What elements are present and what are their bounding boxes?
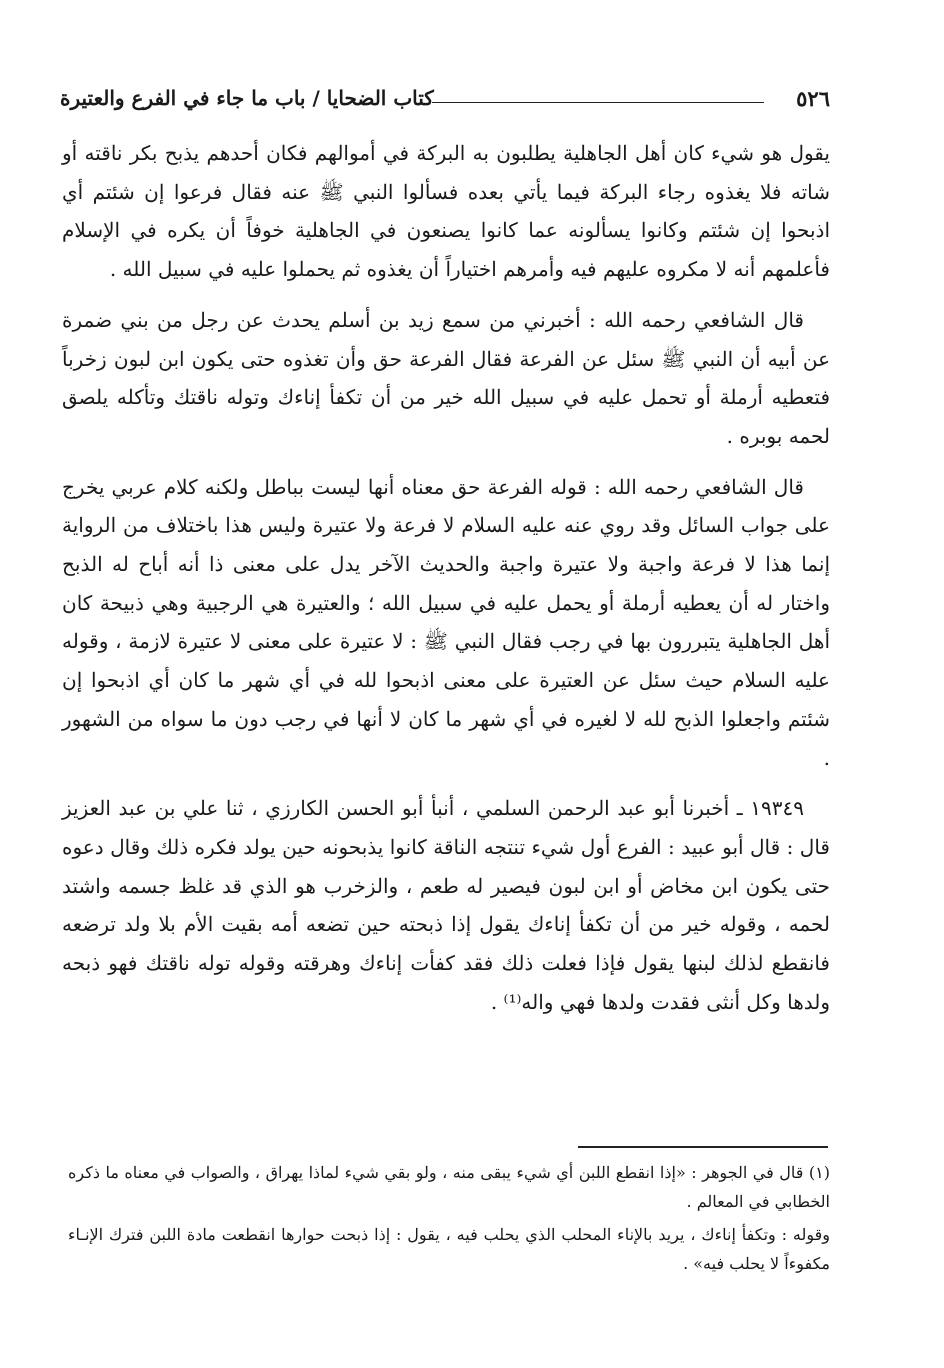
footnote: وقوله : وتكفأ إناءك ، يريد بالإناء المحلب الذي يحلب فيه ، يقول : إذا ذبحت حوارها انقطعت مادة اللبن فترك الإنـاء مكفوءاً لا يحلب فيه» . [68,1225,830,1273]
hadith-paragraph: ١٩٣٤٩ ـ أخبرنا أبو عبد الرحمن السلمي ، أنبأ أبو الحسن الكارزي ، ثنا علي بن عبد العزيز قال : قال أبو عبيد : الفرع أول شيء تنتجه الناقة كانوا يذبحونه حين يولد فكره ذلك وقال دعوه حتى يكون ابن مخاض أو ابن لبون فيصير له طعم ، والزخرب هو الذي قد غلظ جسمه واشتد لحمه ، وقوله خير من أن تكفأ إناءك يقول إذا ذبحته حين تضعه أمه بقيت الأم بلا ولد ترضعه فانقطع لذلك لبنها يقول فإذا فعلت ذلك فقد كفأت إناءك وهرقته وقوله توله ناقتك فهو ذبحه ولدها وكل أنثى فقدت ولدها فهي واله⁽¹⁾ . [62,796,830,1014]
footnote: (١) قال في الجوهر : «إذا انقطع اللبن أي شيء يبقى منه ، ولو بقي شيء لماذا يهراق ، والصواب في معناه ما ذكره الخطابي في المعالم . [68,1163,830,1211]
paragraph: يقول هو شيء كان أهل الجاهلية يطلبون به البركة في أموالهم فكان أحدهم يذبح بكر ناقته أو شاته فلا يغذوه رجاء البركة فيما يأتي بعده فسألوا النبي ﷺ عنه فقال فرعوا إن شئتم أي اذبحوا إن شئتم وكانوا يسألونه عما كانوا يصنعون في الجاهلية خوفاً أن يكره في الإسلام فأعلمهم أنه لا مكروه عليهم فيه وأمرهم اختياراً أن يغذوه ثم يحملوا عليه في سبيل الله . [62,141,830,282]
paragraph: قال الشافعي رحمه الله : أخبرني من سمع زيد بن أسلم يحدث عن رجل من بني ضمرة عن أبيه أن النبي ﷺ سئل عن الفرعة فقال الفرعة حق وأن تغذوه حتى يكون ابن لبون زخرباً فتعطيه أرملة أو تحمل عليه في سبيل الله خير من أن تكفأ إناءك وتوله ناقتك وتأكله يلصق لحمه بوبره . [62,307,830,448]
header-rule [432,102,764,103]
page-header [60,80,830,114]
running-title: كتاب الضحايا / باب ما جاء في الفرع والعتيرة [60,86,434,110]
footnote-separator [578,1146,828,1148]
page-number: ٥٢٦ [796,86,830,111]
main-text [62,134,830,1033]
footnotes [68,1158,830,1282]
paragraph: قال الشافعي رحمه الله : قوله الفرعة حق معناه أنها ليست بباطل ولكنه كلام عربي يخرج على جواب السائل وقد روي عنه عليه السلام لا فرعة ولا عتيرة وليس هذا باختلاف من الرواية إنما هذا لا فرعة واجبة ولا عتيرة واجبة والحديث الآخر يدل على معنى ذا أنه أباح له الذبح واختار له أن يعطيه أرملة أو يحمل عليه في سبيل الله ؛ والعتيرة هي الرجبية وهي ذبيحة كان أهل الجاهلية يتبررون بها في رجب فقال النبي ﷺ : لا عتيرة على معنى لا عتيرة لازمة ، وقوله عليه السلام حيث سئل عن العتيرة على معنى اذبحوا لله في أي شهر ما كان أي اذبحوا إن شئتم واجعلوا الذبح لله لا لغيره في أي شهر ما كان لا أنها في رجب دون ما سواه من الشهور . [62,474,830,770]
